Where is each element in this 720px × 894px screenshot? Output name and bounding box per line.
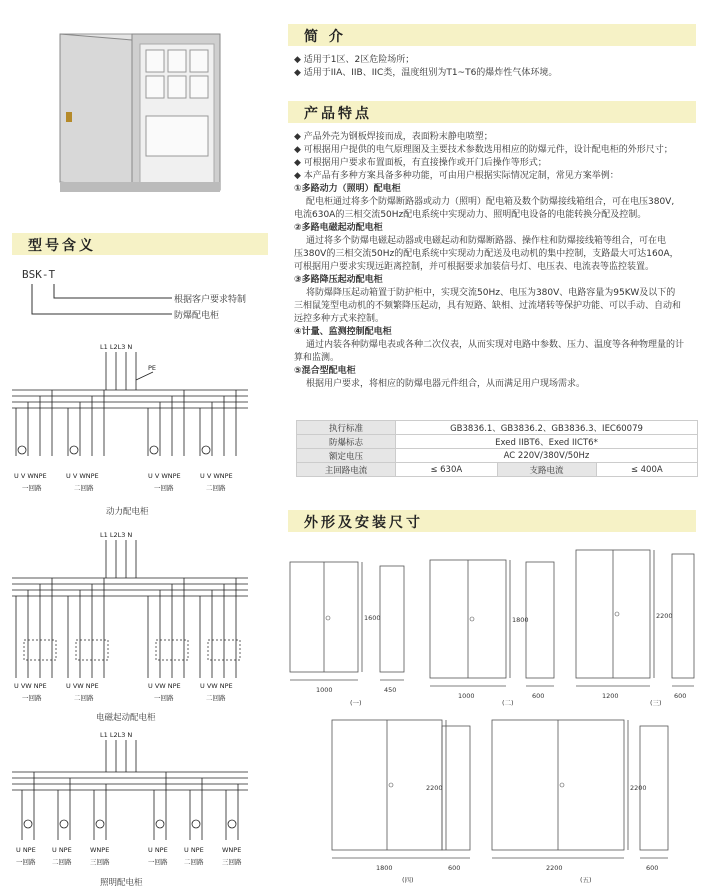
model-heading: 型号含义 (28, 238, 96, 254)
spec-table (296, 420, 698, 477)
depth-dim: 600 (448, 864, 461, 872)
width-dim: 1200 (602, 692, 619, 700)
model-desc-special: 根据客户要求特制 (174, 295, 247, 305)
lighting-diagram-caption: 照明配电柜 (100, 878, 143, 888)
power-diagram-caption: 动力配电柜 (106, 507, 149, 517)
circuit-label: 一回路 (22, 694, 42, 702)
width-dim: 1000 (458, 692, 475, 700)
scheme-line: 算和监测。 (294, 353, 340, 363)
scheme-title: ④计量、监测控制配电柜 (294, 327, 392, 337)
dimensions-heading: 外形及安装尺寸 (304, 515, 423, 531)
feature-line: ◆ 产品外壳为钢板焊接而成，表面粉末静电喷塑； (294, 132, 493, 142)
cabinet-label: (一) (350, 699, 362, 707)
circuit-label: 二回路 (206, 484, 226, 492)
scheme-title: ⑤混合型配电柜 (294, 366, 356, 376)
bus-label: L1 L2L3 N (100, 531, 133, 539)
intro-line: ◆ 适用于1区、2区危险场所； (294, 55, 415, 65)
feature-line: ◆ 可根据用户要求布置面板，有直接操作或开门后操作等形式； (294, 158, 547, 168)
spec-row (297, 435, 698, 449)
circuit-label: 一回路 (154, 484, 174, 492)
lighting-wiring-diagram (8, 728, 253, 874)
terminal-labels: U NPE (148, 846, 168, 854)
model-code: BSK-T (22, 268, 56, 281)
circuit-label: 一回路 (22, 484, 42, 492)
intro-heading: 简 介 (304, 29, 346, 45)
features-heading: 产品特点 (304, 106, 372, 122)
scheme-line: 配电柜通过将多个防爆断路器或动力（照明）配电箱及数个防爆接线箱组合，可在电压380V, (306, 197, 675, 207)
circuit-label: 三回路 (222, 858, 242, 866)
spec-value: ≤ 400A (596, 463, 698, 477)
circuit-label: 二回路 (206, 694, 226, 702)
spec-value: AC 220V/380V/50Hz (396, 449, 698, 463)
height-dim: 2200 (656, 612, 673, 620)
circuit-label: 一回路 (148, 858, 168, 866)
scheme-line: 根据用户要求，将相应的防爆电器元件组合，从而满足用户现场需求。 (306, 379, 586, 389)
model-section-bar (12, 233, 268, 255)
spec-value: Exed IIBT6、Exed IICT6* (396, 435, 698, 449)
spec-row (297, 449, 698, 463)
depth-dim: 450 (384, 686, 397, 694)
bus-label: L1 L2L3 N (100, 343, 133, 351)
pe-label: PE (148, 364, 157, 372)
depth-dim: 600 (674, 692, 687, 700)
product-photo (40, 20, 240, 200)
scheme-title: ①多路动力（照明）配电柜 (294, 184, 401, 194)
width-dim: 2200 (546, 864, 563, 872)
spec-row (297, 421, 698, 435)
cabinet-label: (二) (502, 699, 514, 707)
terminal-labels: U V WNPE (66, 472, 99, 480)
spec-label: 主回路电流 (297, 463, 396, 477)
terminal-labels: WNPE (90, 846, 110, 854)
scheme-line: 通过内装各种防爆电表或各种二次仪表，从而实现对电路中参数、压力、温度等各种物理量的计 (306, 340, 685, 350)
scheme-line: 将防爆降压起动箱置于防护柜中，实现交流50Hz、电压为380V、电路容量为95KW及以下的 (306, 288, 676, 298)
height-dim: 2200 (426, 784, 443, 792)
feature-line: ◆ 可根据用户提供的电气原理图及主要技术参数选用相应的防爆元件，设计配电柜的外形尺寸； (294, 145, 673, 155)
spec-label: 防爆标志 (297, 435, 396, 449)
circuit-label: 一回路 (154, 694, 174, 702)
intro-line: ◆ 适用于IIA、IIB、IIC类，温度组别为T1~T6的爆炸性气体环境。 (294, 68, 558, 78)
spec-label: 支路电流 (497, 463, 596, 477)
scheme-title: ②多路电磁起动配电柜 (294, 223, 383, 233)
spec-row (297, 463, 698, 477)
terminal-labels: U NPE (52, 846, 72, 854)
cabinet-label: (三) (650, 699, 662, 707)
bus-label: L1 L2L3 N (100, 731, 133, 739)
magnetic-wiring-diagram (8, 528, 253, 708)
height-dim: 1800 (512, 616, 529, 624)
spec-value: ≤ 630A (396, 463, 498, 477)
model-desc-cabinet: 防爆配电柜 (174, 311, 220, 321)
height-dim: 1600 (364, 614, 381, 622)
scheme-title: ③多路降压起动配电柜 (294, 275, 383, 285)
cabinet-label: (五) (580, 876, 592, 884)
terminal-labels: U V WNPE (200, 472, 233, 480)
features-list (294, 131, 699, 391)
spec-value: GB3836.1、GB3836.2、GB3836.3、IEC60079 (396, 421, 698, 435)
scheme-line: 电流630A的三相交流50Hz配电系统中实现动力、照明配电设备的电能转换分配及控制。 (294, 210, 647, 220)
depth-dim: 600 (646, 864, 659, 872)
circuit-label: 二回路 (74, 484, 94, 492)
circuit-label: 一回路 (16, 858, 36, 866)
width-dim: 1000 (316, 686, 333, 694)
magnetic-diagram-caption: 电磁起动配电柜 (96, 713, 156, 723)
terminal-labels: U NPE (16, 846, 36, 854)
dimensions-section-bar (288, 510, 696, 532)
terminal-labels: U V WNPE (148, 472, 181, 480)
scheme-line: 通过将多个防爆电磁起动器或电磁起动和防爆断路器、操作柱和防爆接线箱等组合，可在电 (306, 236, 667, 246)
terminal-labels: U V WNPE (14, 472, 47, 480)
scheme-line: 可根据用户要求实现远距离控制，并可根据要求加装信号灯、电压表、电流表等监控装置。 (294, 262, 655, 272)
terminal-labels: U VW NPE (14, 682, 47, 690)
intro-section-bar (288, 24, 696, 46)
spec-label: 执行标准 (297, 421, 396, 435)
circuit-label: 二回路 (184, 858, 204, 866)
terminal-labels: U NPE (184, 846, 204, 854)
feature-line: ◆ 本产品有多种方案具备多种功能，可由用户根据实际情况定制，常见方案举例： (294, 171, 619, 181)
circuit-label: 三回路 (90, 858, 110, 866)
height-dim: 2200 (630, 784, 647, 792)
circuit-label: 二回路 (74, 694, 94, 702)
features-section-bar (288, 101, 696, 123)
power-wiring-diagram (8, 340, 253, 500)
width-dim: 1800 (376, 864, 393, 872)
terminal-labels: U VW NPE (200, 682, 233, 690)
cabinet-dimension-drawings (280, 540, 700, 885)
spec-label: 额定电压 (297, 449, 396, 463)
terminal-labels: WNPE (222, 846, 242, 854)
depth-dim: 600 (532, 692, 545, 700)
circuit-label: 二回路 (52, 858, 72, 866)
scheme-line: 三相鼠笼型电动机的不频繁降压起动，具有短路、缺相、过流堵转等保护功能、可以手动、自动和 (294, 301, 682, 311)
scheme-line: 远控多种方式来控制。 (294, 314, 385, 324)
terminal-labels: U VW NPE (66, 682, 99, 690)
terminal-labels: U VW NPE (148, 682, 181, 690)
model-leader-lines (24, 282, 174, 322)
cabinet-label: (四) (402, 876, 414, 884)
scheme-line: 压380V的三相交流50Hz的配电系统中实现动力配送及电动机的集中控制，支路最大可达160A， (294, 249, 679, 259)
intro-list (294, 54, 699, 80)
